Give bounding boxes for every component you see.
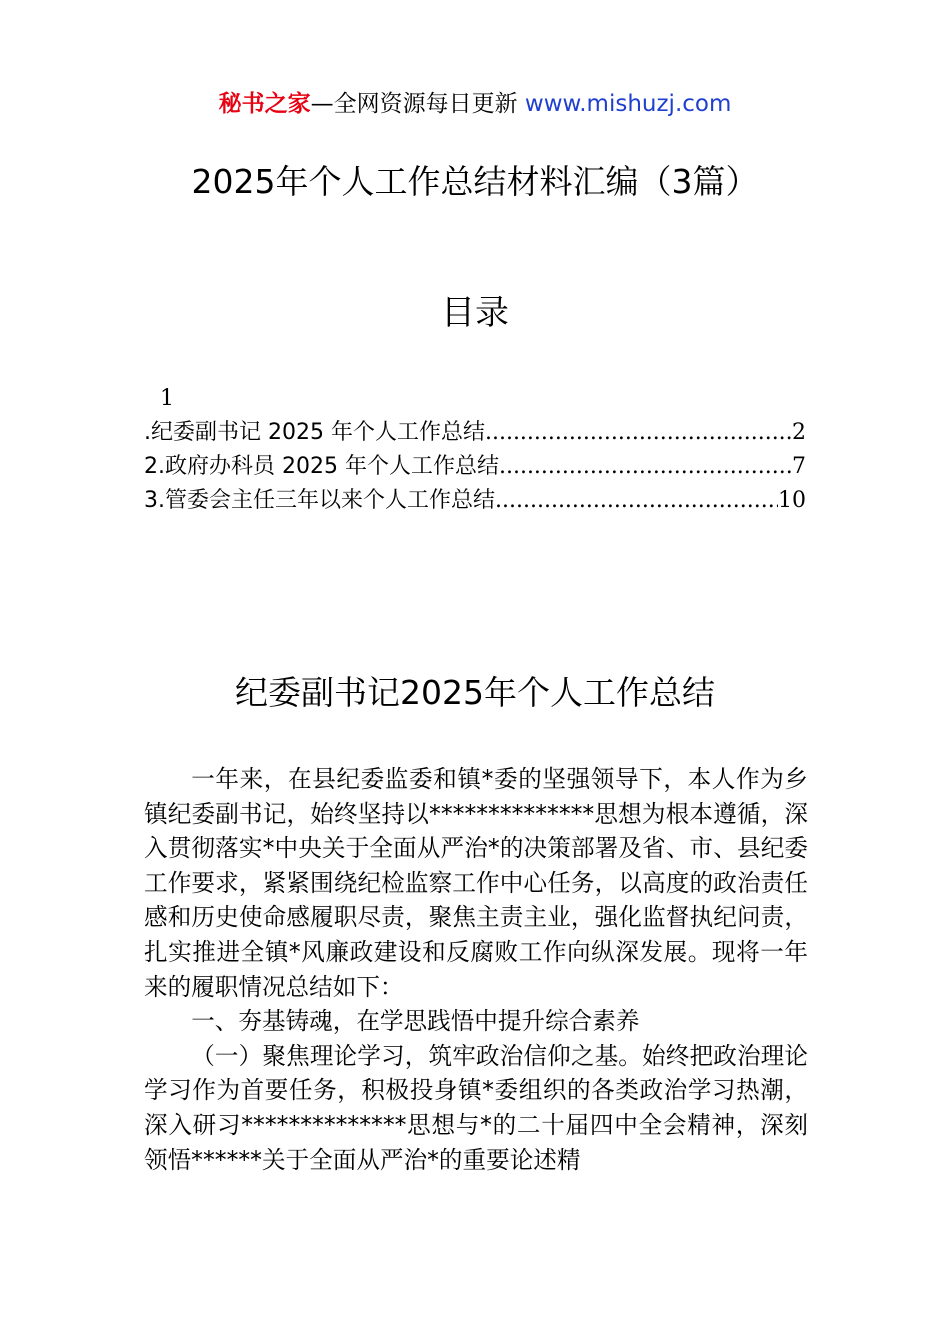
toc-item-label: 3.管委会主任三年以来个人工作总结 [144, 488, 495, 513]
toc-item-page: 10 [778, 488, 806, 513]
toc-item-label: 2.政府办科员 2025 年个人工作总结 [144, 454, 499, 479]
toc-item-page: 7 [792, 454, 806, 479]
toc-title: 目录 [441, 293, 509, 333]
body-paragraph-1: （一）聚焦理论学习，筑牢政治信仰之基。始终把政治理论学习作为首要任务，积极投身镇*委组织的各类政治学习热潮，深入研习**************思想与*的二十届四中全会精神，深刻领悟******关于全面从严治*的重要论述精 [144, 1041, 808, 1174]
toc-leader-dots [499, 450, 792, 484]
section-body [144, 762, 808, 1177]
document-title: 2025年个人工作总结材料汇编（3篇） [191, 162, 759, 201]
body-heading-1: 一、夯基铸魂，在学思践悟中提升综合素养 [191, 1007, 640, 1036]
site-name: 秘书之家 [218, 91, 311, 117]
site-tagline: —全网资源每日更新 [310, 91, 525, 117]
site-url-link[interactable]: www.mishuzj.com [524, 91, 732, 117]
toc-first-number: 1 [160, 386, 174, 411]
body-paragraph-intro: 一年来，在县纪委监委和镇*委的坚强领导下，本人作为乡镇纪委副书记，始终坚持以**************思想为根本遵循，深入贯彻落实*中央关于全面从严治*的决策部署及省、市、县纪委工作要求，紧紧围绕纪检监察工作中心任务，以高度的政治责任感和历史使命感履职尽责，聚焦主责主业，强化监督执纪问责，扎实推进全镇*风廉政建设和反腐败工作向纵深发展。现将一年来的履职情况总结如下： [144, 765, 808, 1001]
toc-item-label: .纪委副书记 2025 年个人工作总结 [144, 420, 485, 445]
toc-leader-dots [495, 484, 778, 518]
section-title: 纪委副书记2025年个人工作总结 [235, 673, 715, 712]
site-header [0, 88, 950, 120]
toc-item-2[interactable] [144, 450, 806, 484]
toc-item-1[interactable] [144, 416, 806, 450]
toc-leader-dots [485, 416, 792, 450]
toc-item-page: 2 [792, 420, 806, 445]
toc-item-3[interactable] [144, 484, 806, 518]
table-of-contents [144, 382, 806, 518]
